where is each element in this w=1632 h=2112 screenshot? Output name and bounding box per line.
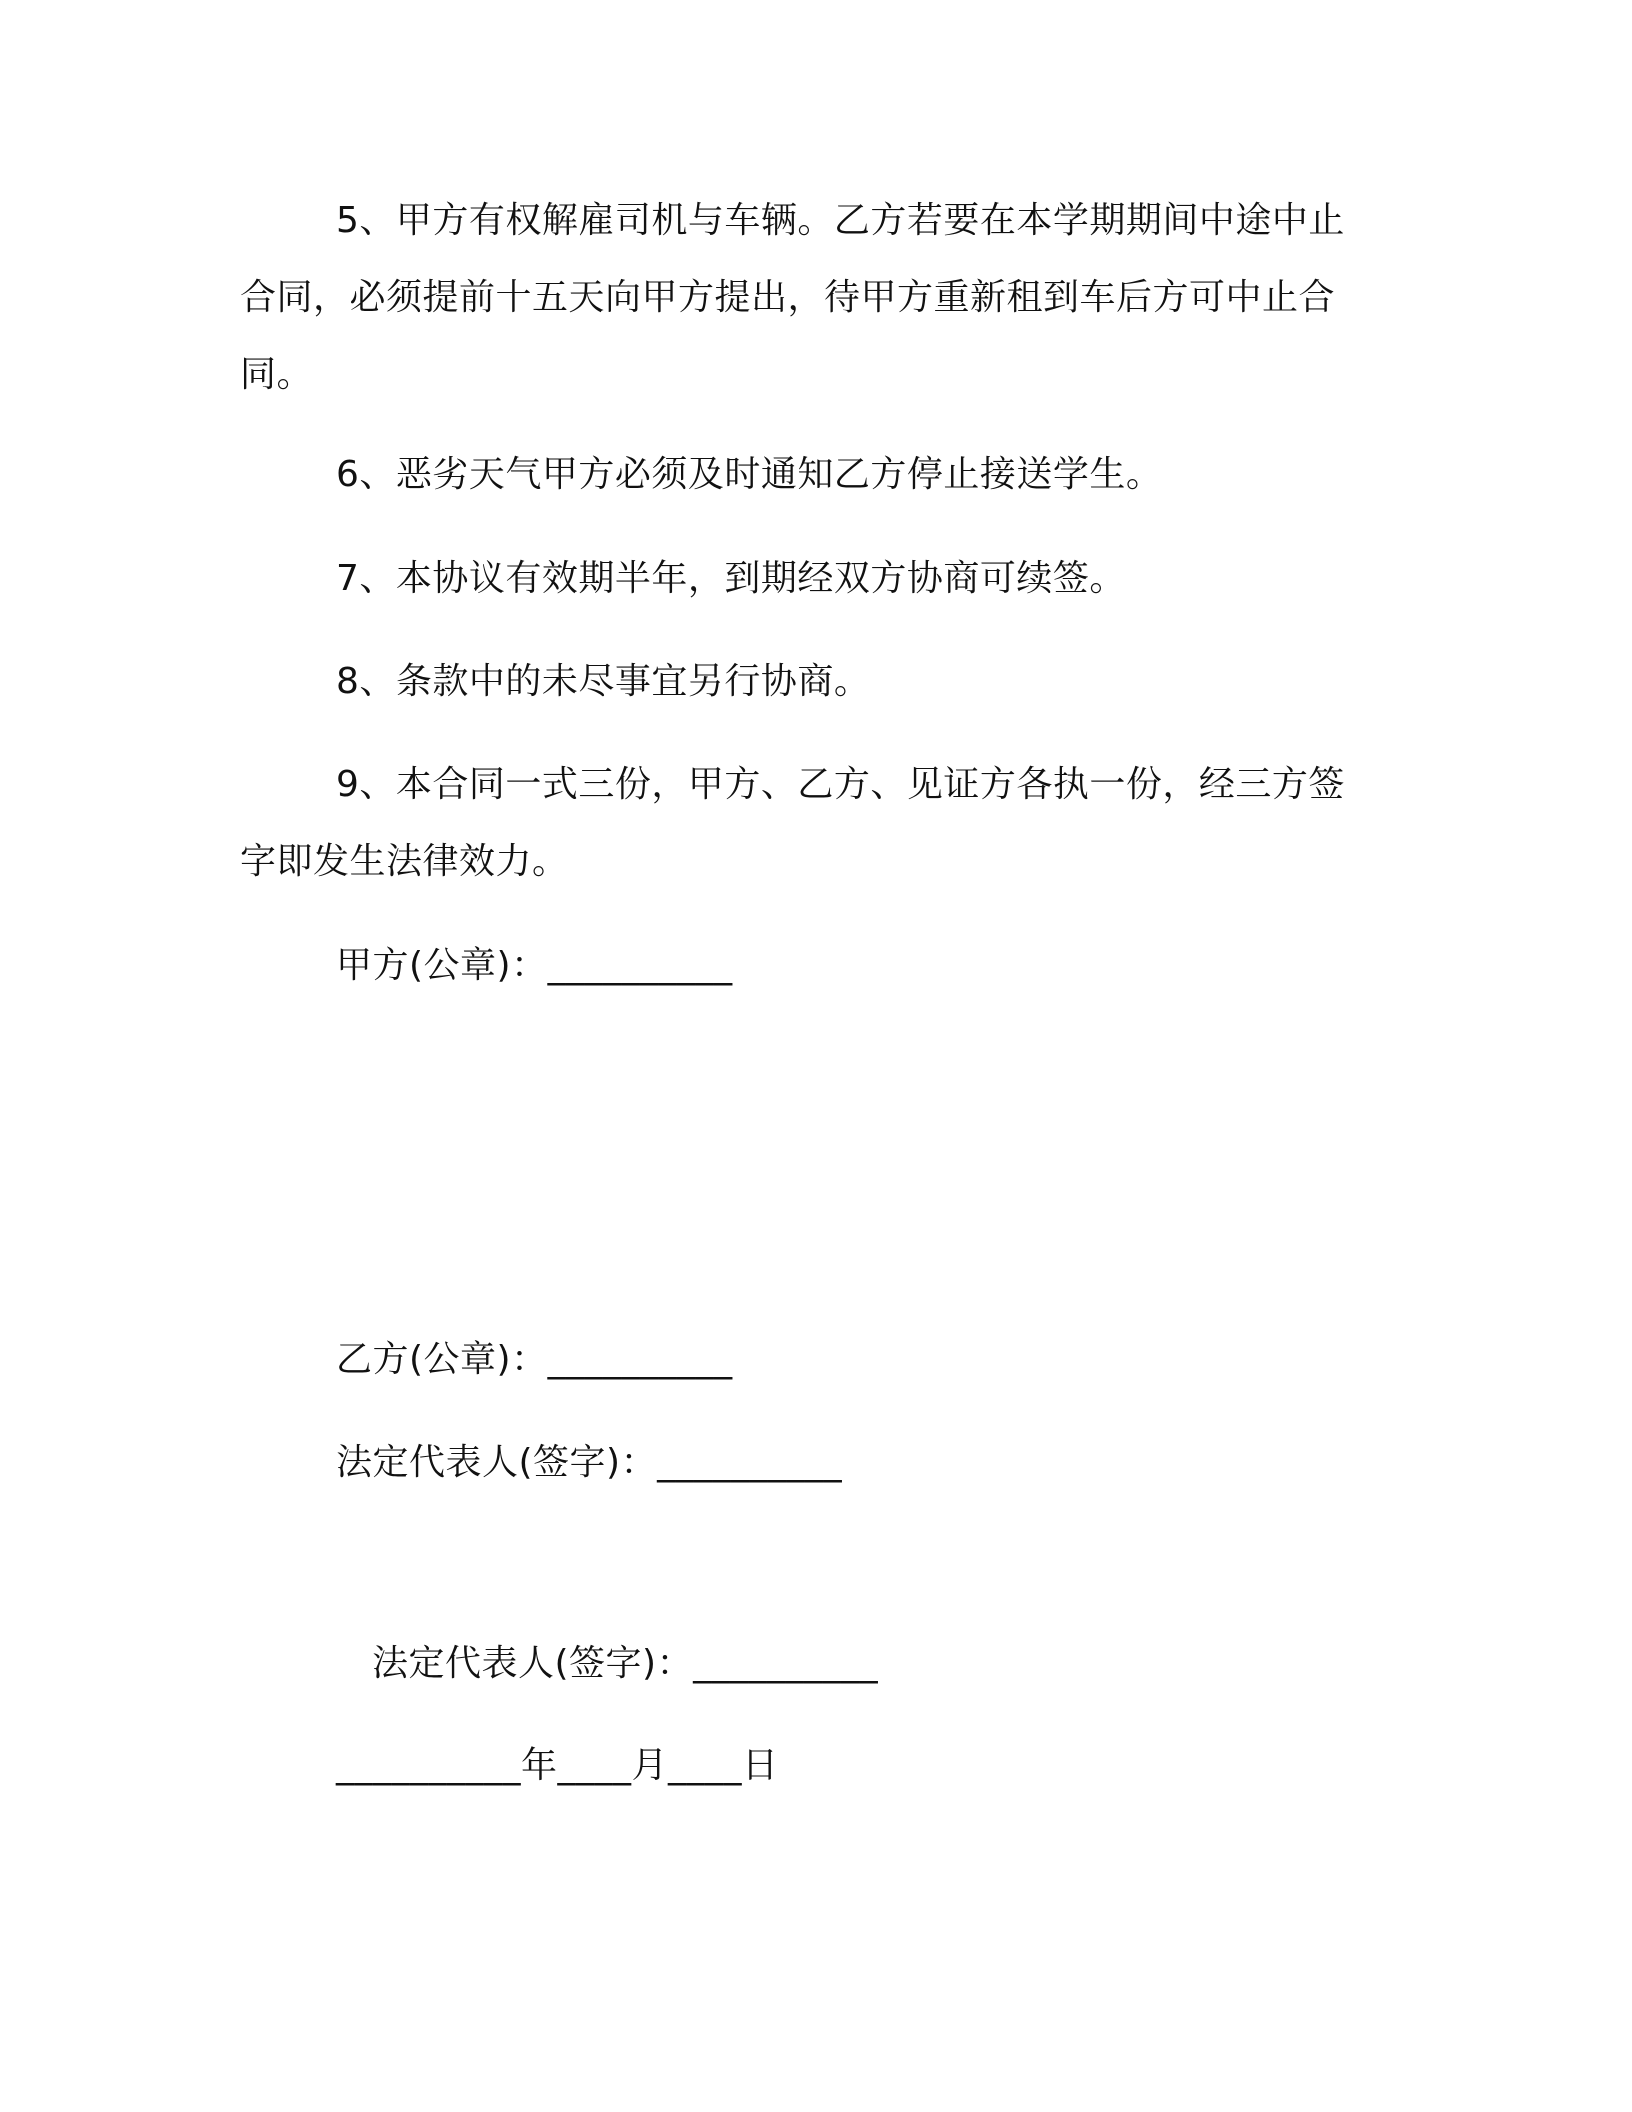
party-b-seal-line: 乙方(公章)：__________ (336, 1339, 733, 1380)
legal-representative-line-2: 法定代表人(签字)：__________ (372, 1643, 879, 1684)
clause-6: 6、恶劣天气甲方必须及时通知乙方停止接送学生。 (336, 454, 1163, 495)
clause-9: 9、本合同一式三份，甲方、乙方、见证方各执一份，经三方签字即发生法律效力。 (240, 764, 1345, 882)
clause-8: 8、条款中的未尽事宜另行协商。 (336, 661, 871, 702)
clause-7: 7、本协议有效期半年，到期经双方协商可续签。 (336, 558, 1126, 599)
legal-representative-line-1: 法定代表人(签字)：__________ (336, 1442, 843, 1483)
date-line: __________年____月____日 (336, 1745, 779, 1786)
clause-5: 5、甲方有权解雇司机与车辆。乙方若要在本学期期间中途中止合同，必须提前十五天向甲方提出，待甲方重新租到车后方可中止合同。 (240, 200, 1345, 395)
party-a-seal-line: 甲方(公章)：__________ (336, 945, 733, 986)
